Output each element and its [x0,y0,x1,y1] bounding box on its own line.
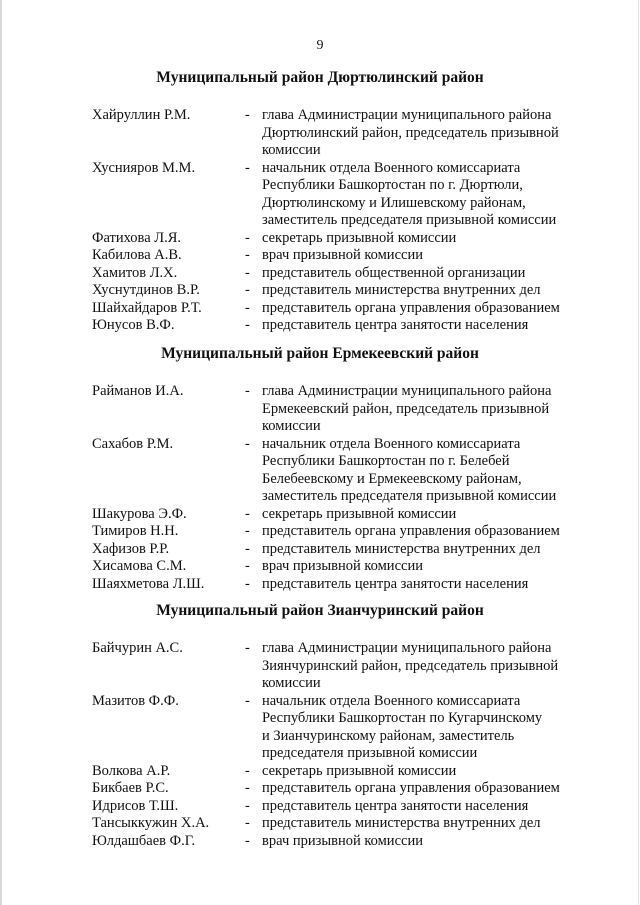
role-line: Ермекеевский район, председатель призывной [262,400,550,417]
member-role [262,107,607,160]
member-list [0,107,640,335]
role-line: Республики Башкортостан по г. Белебей [262,453,510,469]
member-entry [0,541,640,559]
member-role [262,558,607,576]
member-list [0,383,640,593]
role-line: глава Администрации муниципального района [262,640,552,656]
member-name: Юлдашбаев Ф.Г. [92,832,196,849]
member-name: Хамитов Л.Х. [92,264,178,281]
member-name: Хуснияров М.М. [92,159,196,176]
dash-separator: - [245,247,250,263]
member-name: Хайруллин Р.М. [92,107,191,123]
dash-separator: - [245,540,250,557]
member-entry [0,763,640,781]
member-name: Фатихова Л.Я. [92,229,182,246]
dash-separator: - [245,159,250,176]
member-name: Хафизов Р.Р. [92,540,170,557]
dash-separator: - [245,575,250,592]
member-entry [0,523,640,541]
role-line: представитель министерства внутренних дел [262,282,541,298]
dash-separator: - [245,815,250,831]
member-entry [0,317,640,335]
member-entry [0,506,640,524]
member-role [262,506,607,524]
dash-separator: - [245,317,250,333]
section-ermekeevo [0,344,640,593]
member-entry [0,780,640,798]
member-name: Сахабов Р.М. [92,435,174,452]
role-line: председателя призывной комиссии [262,745,478,761]
role-line: врач призывной комиссии [262,558,423,574]
role-line: врач призывной комиссии [262,247,423,263]
member-entry [0,300,640,318]
dash-separator: - [245,762,250,779]
dash-separator: - [245,523,250,539]
role-line: секретарь призывной комиссии [262,505,457,522]
role-line: и Зианчуринскому районам, заместитель [262,727,515,744]
role-line: представитель органа управления образованием [262,523,560,539]
member-role [262,230,607,248]
role-line: Белебеевскому и Ермекеевскому районам, [262,470,522,487]
member-entry [0,576,640,594]
dash-separator: - [245,107,250,123]
role-line: комиссии [262,142,321,158]
role-line: комиссии [262,418,321,434]
member-name: Кабилова А.В. [92,247,182,263]
role-line: заместитель председателя призывной комиссии [262,488,557,504]
role-line: начальник отдела Военного комиссариата [262,692,521,709]
role-line: секретарь призывной комиссии [262,229,457,246]
section-zianchurino [0,601,640,850]
member-entry [0,798,640,816]
role-line: комиссии [262,675,321,691]
member-role [262,317,607,335]
role-line: Дюртюлинский район, председатель призывной [262,124,559,141]
dash-separator: - [245,640,250,656]
page-number: 9 [316,38,324,53]
member-name: Шакурова Э.Ф. [92,505,187,522]
member-name: Байчурин А.С. [92,640,183,656]
member-entry [0,265,640,283]
member-entry [0,436,640,506]
role-line: начальник отдела Военного комиссариата [262,159,521,176]
member-name: Волкова А.Р. [92,762,171,779]
role-line: глава Администрации муниципального района [262,107,552,123]
member-role [262,693,607,763]
member-entry [0,815,640,833]
member-name: Шаяхметова Л.Ш. [92,575,205,592]
dash-separator: - [245,505,250,522]
section-title: Муниципальный район Ермекеевский район [161,345,479,362]
member-role [262,300,607,318]
member-name: Райманов И.А. [92,383,184,399]
section-title: Муниципальный район Зианчуринский район [156,602,484,619]
member-role [262,282,607,300]
role-line: начальник отдела Военного комиссариата [262,435,521,452]
role-line: представитель центра занятости населения [262,317,529,333]
member-entry [0,383,640,436]
dash-separator: - [245,435,250,452]
role-line: врач призывной комиссии [262,832,423,849]
member-entry [0,230,640,248]
dash-separator: - [245,383,250,399]
role-line: представитель министерства внутренних дел [262,815,541,831]
member-name: Хуснутдинов В.Р. [92,282,200,298]
role-line: представитель центра занятости населения [262,575,529,592]
member-role [262,383,607,436]
dash-separator: - [245,282,250,298]
member-entry [0,640,640,693]
section-durtyuli [0,68,640,335]
member-role [262,436,607,506]
dash-separator: - [245,780,250,796]
member-name: Идрисов Т.Ш. [92,797,179,814]
member-entry [0,247,640,265]
role-line: секретарь призывной комиссии [262,762,457,779]
member-name: Мазитов Ф.Ф. [92,692,179,709]
member-role [262,541,607,559]
member-name: Тансыккужин Х.А. [92,815,210,831]
role-line: заместитель председателя призывной комиссии [262,212,557,228]
member-name: Бикбаев Р.С. [92,780,169,796]
role-line: глава Администрации муниципального района [262,383,552,399]
member-entry [0,833,640,851]
role-line: Дюртюлинскому и Илишевскому районам, [262,194,526,211]
role-line: представитель общественной организации [262,264,526,281]
member-entry [0,282,640,300]
dash-separator: - [245,229,250,246]
member-list [0,640,640,850]
member-entry [0,693,640,763]
role-line: Республики Башкортостан по г. Дюртюли, [262,177,523,193]
role-line: представитель центра занятости населения [262,797,529,814]
role-line: Зиянчуринский район, председатель призывной [262,657,559,674]
member-role [262,640,607,693]
role-line: Республики Башкортостан по Кугарчинскому [262,710,543,726]
dash-separator: - [245,692,250,709]
member-name: Хисамова С.М. [92,558,187,574]
dash-separator: - [245,299,250,316]
dash-separator: - [245,832,250,849]
member-role [262,798,607,816]
role-line: представитель министерства внутренних дел [262,540,541,557]
member-entry [0,160,640,230]
member-entry [0,558,640,576]
member-entry [0,107,640,160]
member-role [262,815,607,833]
member-role [262,247,607,265]
member-role [262,780,607,798]
member-role [262,523,607,541]
dash-separator: - [245,797,250,814]
role-line: представитель органа управления образованием [262,299,560,316]
section-title: Муниципальный район Дюртюлинский район [156,69,484,86]
member-role [262,763,607,781]
dash-separator: - [245,558,250,574]
dash-separator: - [245,264,250,281]
member-name: Шайхайдаров Р.Т. [92,299,202,316]
member-role [262,265,607,283]
member-name: Тимиров Н.Н. [92,523,179,539]
member-role [262,576,607,594]
member-name: Юнусов В.Ф. [92,317,175,333]
member-role [262,160,607,230]
role-line: представитель органа управления образованием [262,780,560,796]
member-role [262,833,607,851]
